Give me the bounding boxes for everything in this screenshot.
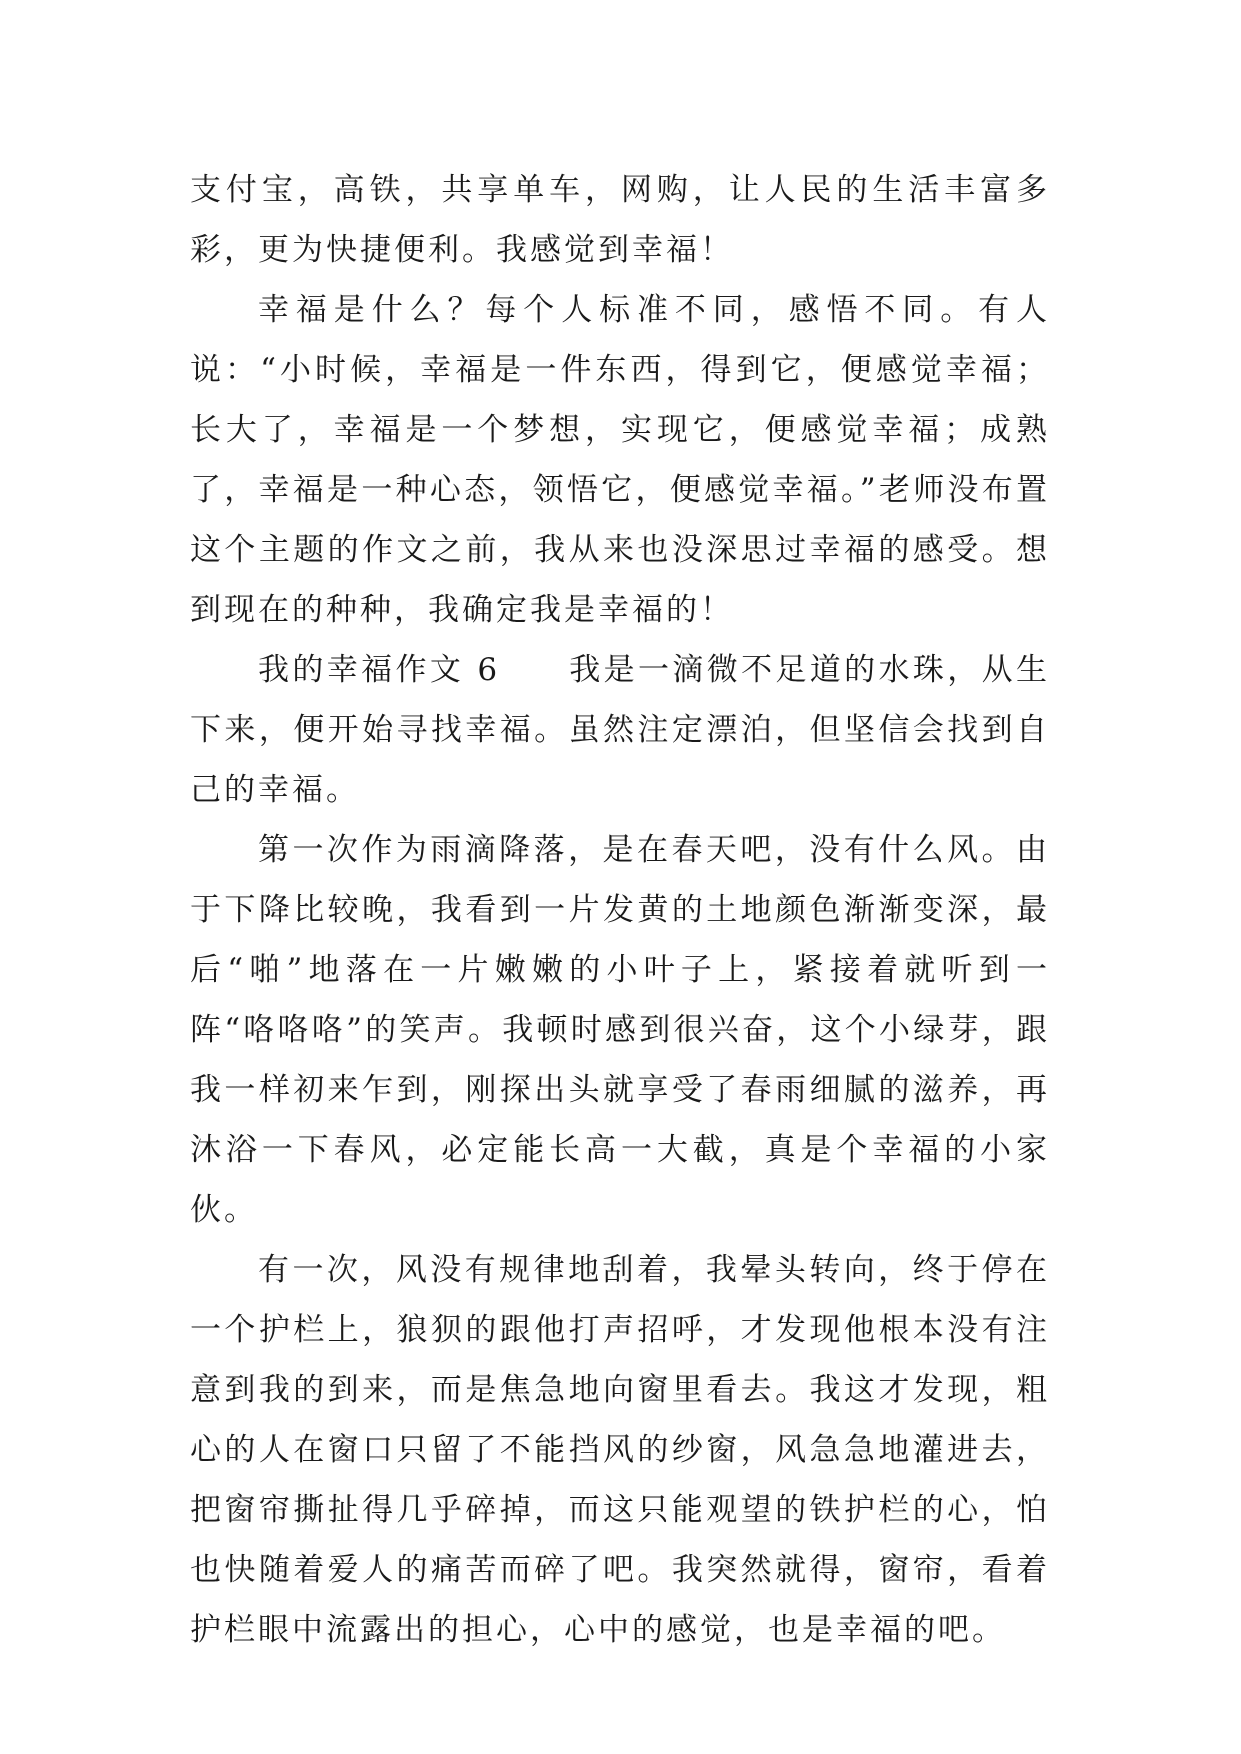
paragraph-3: 我的幸福作文 6 我是一滴微不足道的水珠，从生下来，便开始寻找幸福。虽然注定漂泊，但坚信会找到自己的幸福。	[190, 652, 1050, 808]
paragraph-2: 幸福是什么？每个人标准不同，感悟不同。有人说：“小时候，幸福是一件东西，得到它，便感觉幸福；长大了，幸福是一个梦想，实现它，便感觉幸福；成熟了，幸福是一种心态，领悟它，便感觉幸福。”老师没布置这个主题的作文之前，我从来也没深思过幸福的感受。想到现在的种种，我确定我是幸福的！	[190, 292, 1050, 628]
document-body	[190, 160, 1050, 1660]
paragraph-5: 有一次，风没有规律地刮着，我晕头转向，终于停在一个护栏上，狼狈的跟他打声招呼，才发现他根本没有注意到我的到来，而是焦急地向窗里看去。我这才发现，粗心的人在窗口只留了不能挡风的纱窗，风急急地灌进去，把窗帘撕扯得几乎碎掉，而这只能观望的铁护栏的心，怕也快随着爱人的痛苦而碎了吧。我突然就得，窗帘，看着护栏眼中流露出的担心，心中的感觉，也是幸福的吧。	[190, 1252, 1050, 1648]
paragraph-1: 支付宝，高铁，共享单车，网购，让人民的生活丰富多彩，更为快捷便利。我感觉到幸福！	[190, 172, 1050, 268]
paragraph-4: 第一次作为雨滴降落，是在春天吧，没有什么风。由于下降比较晚，我看到一片发黄的土地颜色渐渐变深，最后“啪”地落在一片嫩嫩的小叶子上，紧接着就听到一阵“咯咯咯”的笑声。我顿时感到很兴奋，这个小绿芽，跟我一样初来乍到，刚探出头就享受了春雨细腻的滋养，再沐浴一下春风，必定能长高一大截，真是个幸福的小家伙。	[190, 832, 1050, 1228]
